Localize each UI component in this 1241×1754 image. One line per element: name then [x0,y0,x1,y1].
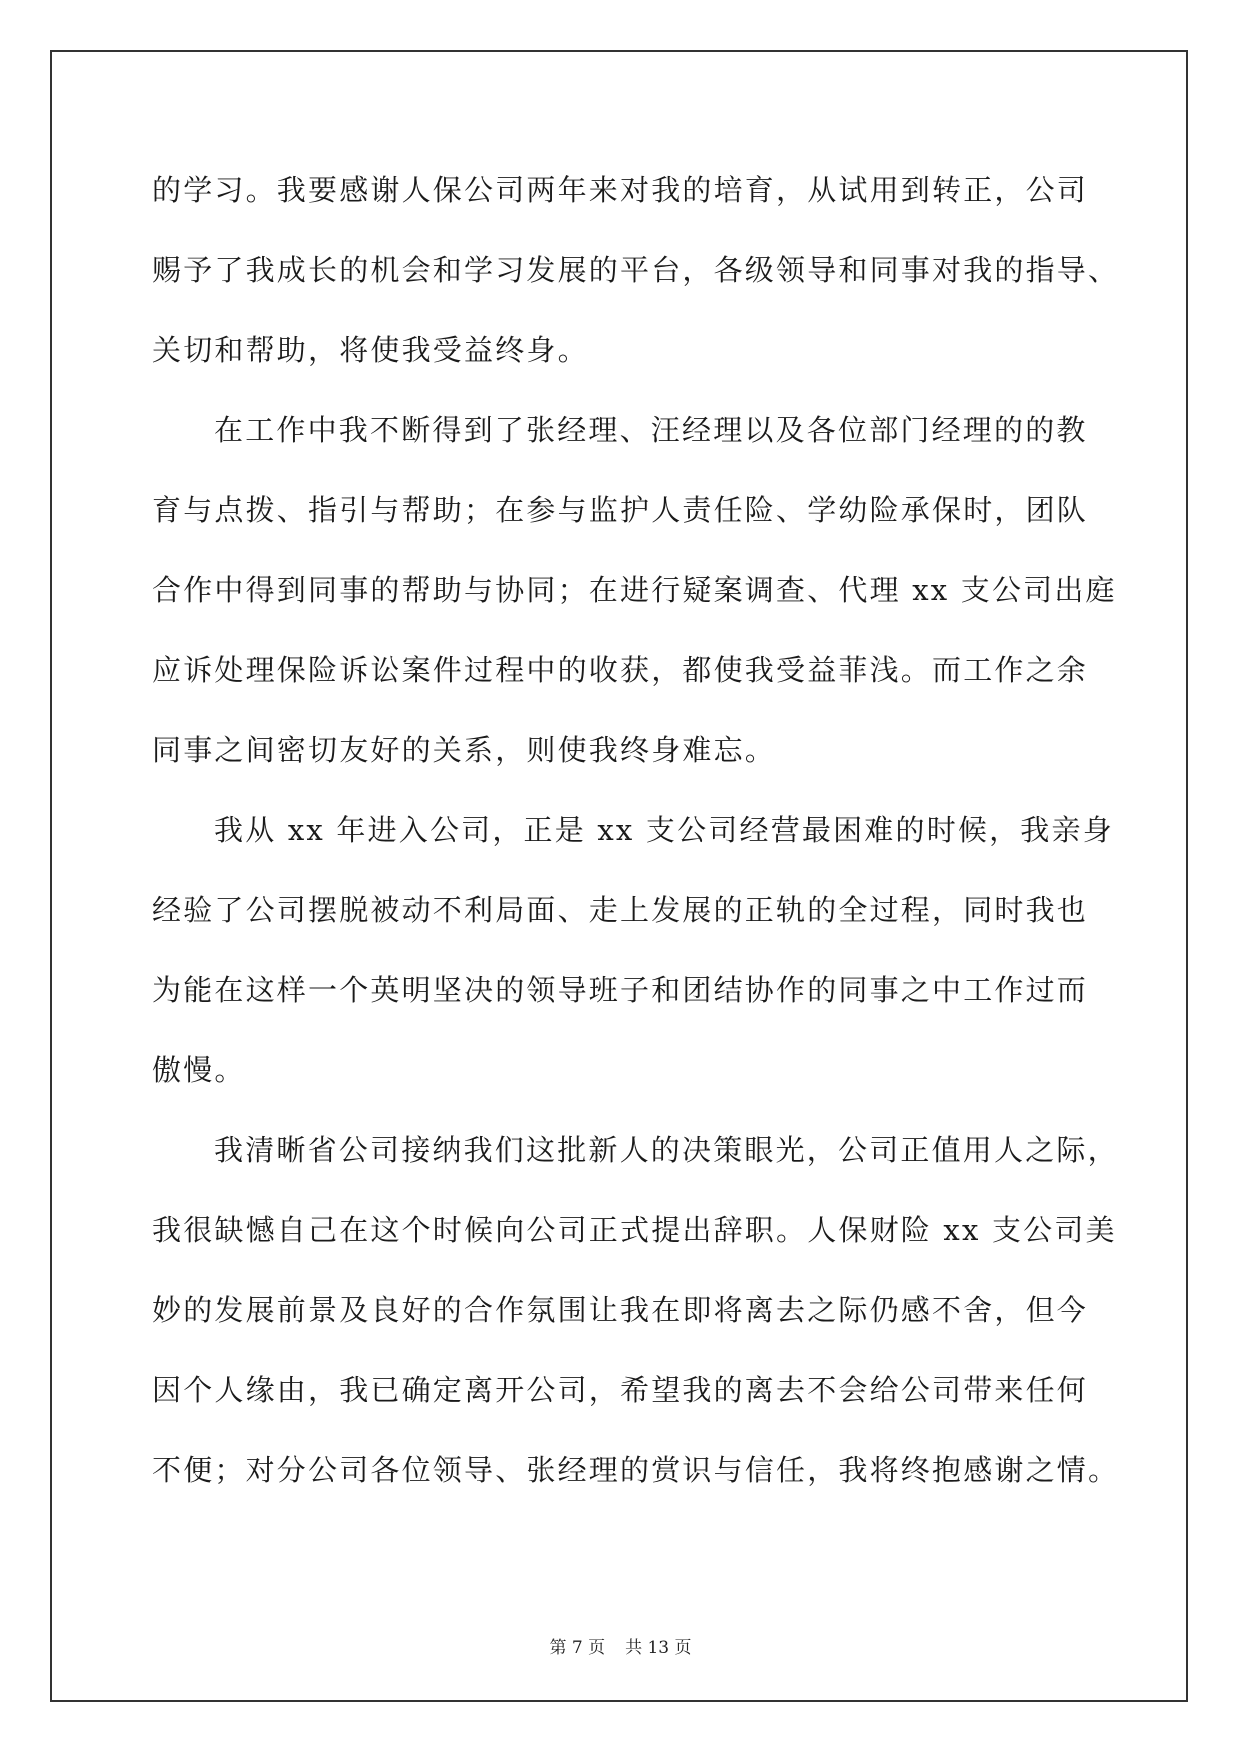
text-line: 我很缺憾自己在这个时候向公司正式提出辞职。人保财险 xx 支公司美 [152,1213,1117,1247]
page-total: 共 13 页 [625,1638,692,1658]
text-line: 因个人缘由，我已确定离开公司，希望我的离去不会给公司带来任何 [152,1373,1089,1407]
text-line: 合作中得到同事的帮助与协同；在进行疑案调查、代理 xx 支公司出庭 [152,573,1117,607]
text-line: 关切和帮助，将使我受益终身。 [152,333,589,367]
page-footer [0,1633,1241,1658]
text-line: 经验了公司摆脱被动不利局面、走上发展的正轨的全过程，同时我也 [152,893,1089,927]
paragraph-first-line: 我清晰省公司接纳我们这批新人的决策眼光，公司正值用人之际， [214,1133,1119,1167]
paragraph-first-line: 我从 xx 年进入公司，正是 xx 支公司经营最困难的时候，我亲身 [214,813,1114,847]
text-line: 的学习。我要感谢人保公司两年来对我的培育，从试用到转正，公司 [152,173,1089,207]
text-line: 赐予了我成长的机会和学习发展的平台，各级领导和同事对我的指导、 [152,253,1120,287]
text-line: 为能在这样一个英明坚决的领导班子和团结协作的同事之中工作过而 [152,973,1089,1007]
text-line: 傲慢。 [152,1053,246,1087]
page-number: 第 7 页 [549,1638,606,1658]
document-body [152,160,1120,1520]
paragraph-first-line: 在工作中我不断得到了张经理、汪经理以及各位部门经理的的教 [214,413,1088,447]
text-line: 妙的发展前景及良好的合作氛围让我在即将离去之际仍感不舍，但今 [152,1293,1089,1327]
text-line: 育与点拨、指引与帮助；在参与监护人责任险、学幼险承保时，团队 [152,493,1089,527]
text-line: 应诉处理保险诉讼案件过程中的收获，都使我受益菲浅。而工作之余 [152,653,1089,687]
text-line: 同事之间密切友好的关系，则使我终身难忘。 [152,733,777,767]
text-line: 不便；对分公司各位领导、张经理的赏识与信任，我将终抱感谢之情。 [152,1453,1120,1487]
